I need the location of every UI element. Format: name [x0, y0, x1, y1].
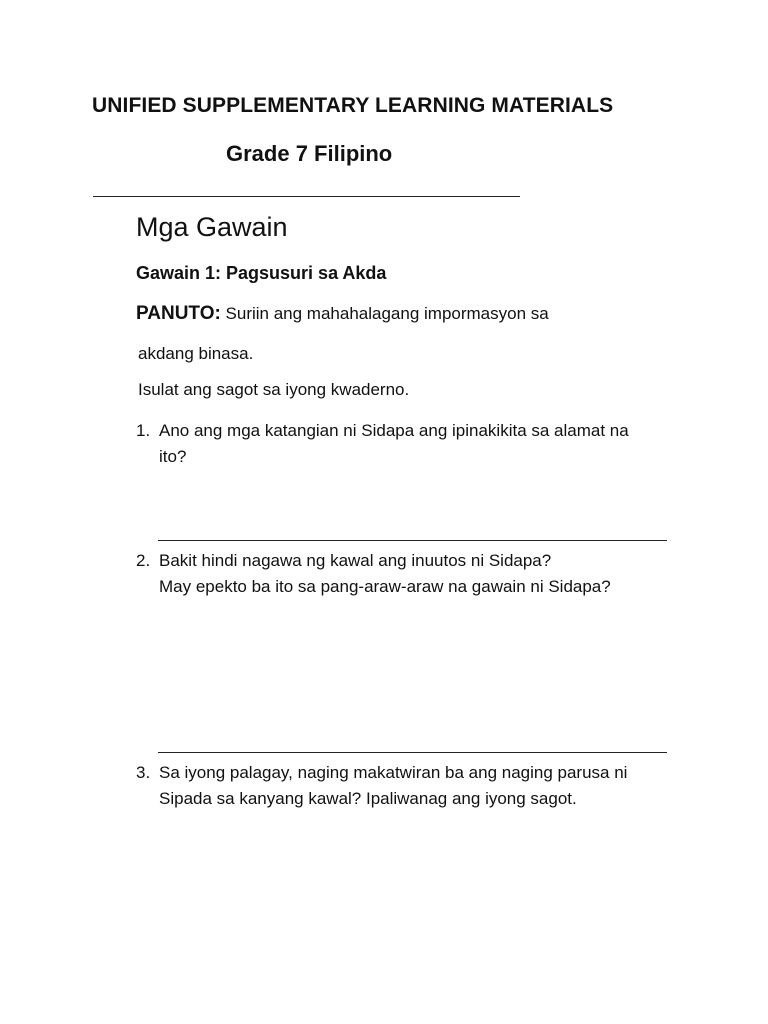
- section-heading: Mga Gawain: [136, 212, 288, 242]
- question-2-line-1: Bakit hindi nagawa ng kawal ang inuutos ni Sidapa?: [159, 551, 552, 570]
- document-subtitle: Grade 7 Filipino: [226, 141, 393, 166]
- instruction-line: [136, 303, 549, 325]
- instruction-write-answer: Isulat ang sagot sa iyong kwaderno.: [138, 380, 410, 399]
- document-title: UNIFIED SUPPLEMENTARY LEARNING MATERIALS: [92, 94, 614, 117]
- question-3-line-2: Sipada sa kanyang kawal? Ipaliwanag ang iyong sagot.: [159, 789, 577, 808]
- question-1-text: [159, 418, 629, 470]
- instruction-text-continued: akdang binasa.: [138, 344, 254, 363]
- question-3-number: 3.: [136, 763, 151, 782]
- question-1-line-1: Ano ang mga katangian ni Sidapa ang ipinakikita sa alamat na: [159, 421, 629, 440]
- question-2-text: [159, 548, 611, 600]
- header-divider: [93, 196, 520, 197]
- question-1-answer-line[interactable]: [158, 540, 667, 541]
- instruction-text: Suriin ang mahahalagang impormasyon sa: [220, 304, 549, 323]
- question-3-text: [159, 760, 627, 812]
- question-2-number: 2.: [136, 551, 151, 570]
- question-2-line-2: May epekto ba ito sa pang-araw-araw na gawain ni Sidapa?: [159, 577, 611, 596]
- instruction-label: PANUTO: [136, 303, 215, 324]
- question-3-line-1: Sa iyong palagay, naging makatwiran ba ang naging parusa ni: [159, 763, 628, 782]
- question-1-number: 1.: [136, 421, 151, 440]
- question-1-line-2: ito?: [159, 447, 187, 466]
- instruction-colon: :: [214, 303, 221, 324]
- question-2-answer-line[interactable]: [158, 752, 667, 753]
- activity-title: Gawain 1: Pagsusuri sa Akda: [136, 263, 387, 283]
